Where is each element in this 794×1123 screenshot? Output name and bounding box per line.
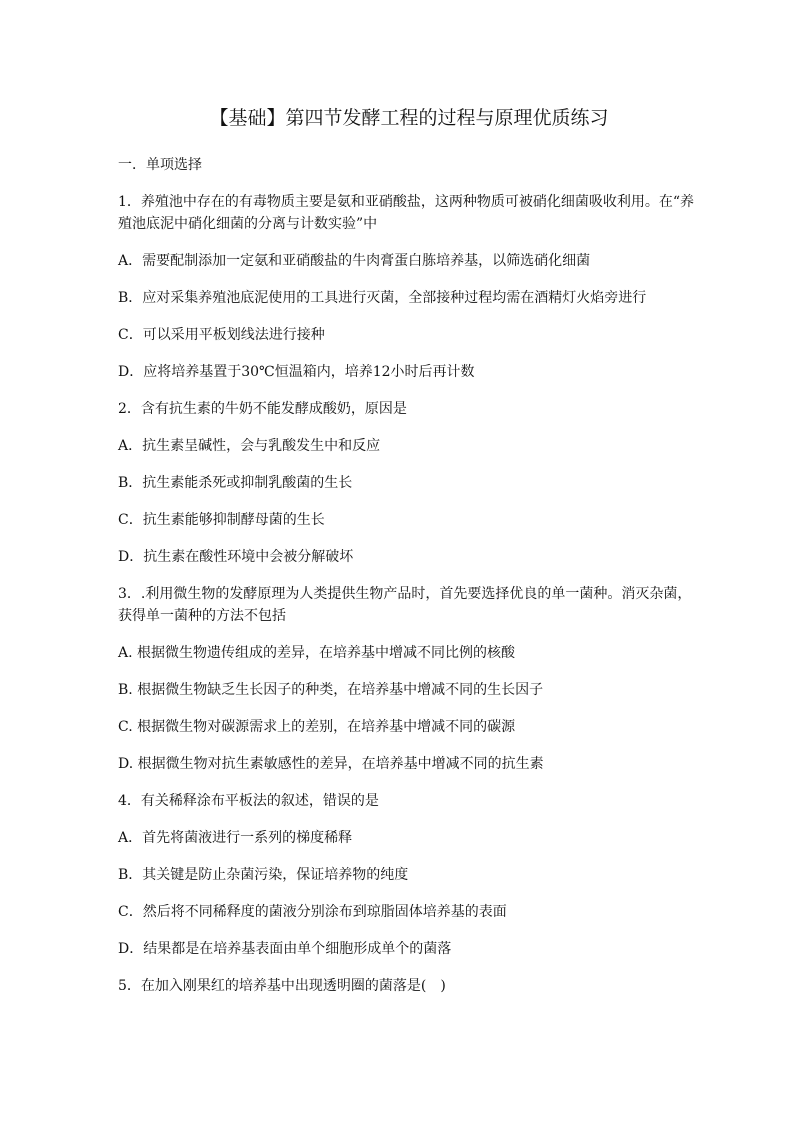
option-a: A．需要配制添加一定氨和亚硝酸盐的牛肉膏蛋白胨培养基，以筛选硝化细菌 — [118, 253, 591, 269]
question-3 — [118, 583, 700, 775]
option-c: C．抗生素能够抑制酵母菌的生长 — [118, 512, 325, 528]
option-d: D. 根据微生物对抗生素敏感性的差异，在培养基中增减不同的抗生素 — [118, 756, 544, 772]
question-stem: 2．含有抗生素的牛奶不能发酵成酸奶，原因是 — [118, 401, 407, 417]
option-a: A. 根据微生物遗传组成的差异，在培养基中增减不同比例的核酸 — [118, 645, 516, 661]
document-title: 【基础】第四节发酵工程的过程与原理优质练习 — [209, 107, 609, 129]
question-stem: 1．养殖池中存在的有毒物质主要是氨和亚硝酸盐，这两种物质可被硝化细菌吸收利用。在“养殖池底泥中硝化细菌的分离与计数实验”中 — [118, 194, 695, 232]
question-stem: 3．.利用微生物的发酵原理为人类提供生物产品时，首先要选择优良的单一菌种。消灭杂菌，获得单一菌种的方法不包括 — [118, 586, 692, 624]
option-b: B．应对采集养殖池底泥使用的工具进行灭菌，全部接种过程均需在酒精灯火焰旁进行 — [118, 290, 647, 306]
question-stem: 5．在加入刚果红的培养基中出现透明圈的菌落是( ) — [118, 978, 446, 994]
option-d: D．抗生素在酸性环境中会被分解破坏 — [118, 549, 354, 565]
question-5 — [118, 975, 700, 997]
option-d: D．结果都是在培养基表面由单个细胞形成单个的菌落 — [118, 941, 452, 957]
option-c: C．然后将不同稀释度的菌液分别涂布到琼脂固体培养基的表面 — [118, 904, 507, 920]
option-a: A．首先将菌液进行一系列的梯度稀释 — [118, 830, 353, 846]
section-title: 一．单项选择 — [118, 157, 202, 173]
question-4 — [118, 790, 700, 960]
option-a: A．抗生素呈碱性，会与乳酸发生中和反应 — [118, 438, 381, 454]
option-c: C. 根据微生物对碳源需求上的差别，在培养基中增减不同的碳源 — [118, 719, 516, 735]
option-c: C．可以采用平板划线法进行接种 — [118, 327, 325, 343]
option-b: B．其关键是防止杂菌污染，保证培养物的纯度 — [118, 867, 409, 883]
option-b: B．抗生素能杀死或抑制乳酸菌的生长 — [118, 475, 353, 491]
option-d: D．应将培养基置于30℃恒温箱内，培养12小时后再计数 — [118, 364, 475, 380]
question-2 — [118, 398, 700, 568]
question-stem: 4．有关稀释涂布平板法的叙述，错误的是 — [118, 793, 379, 809]
option-b: B. 根据微生物缺乏生长因子的种类，在培养基中增减不同的生长因子 — [118, 682, 544, 698]
question-1 — [118, 191, 700, 383]
